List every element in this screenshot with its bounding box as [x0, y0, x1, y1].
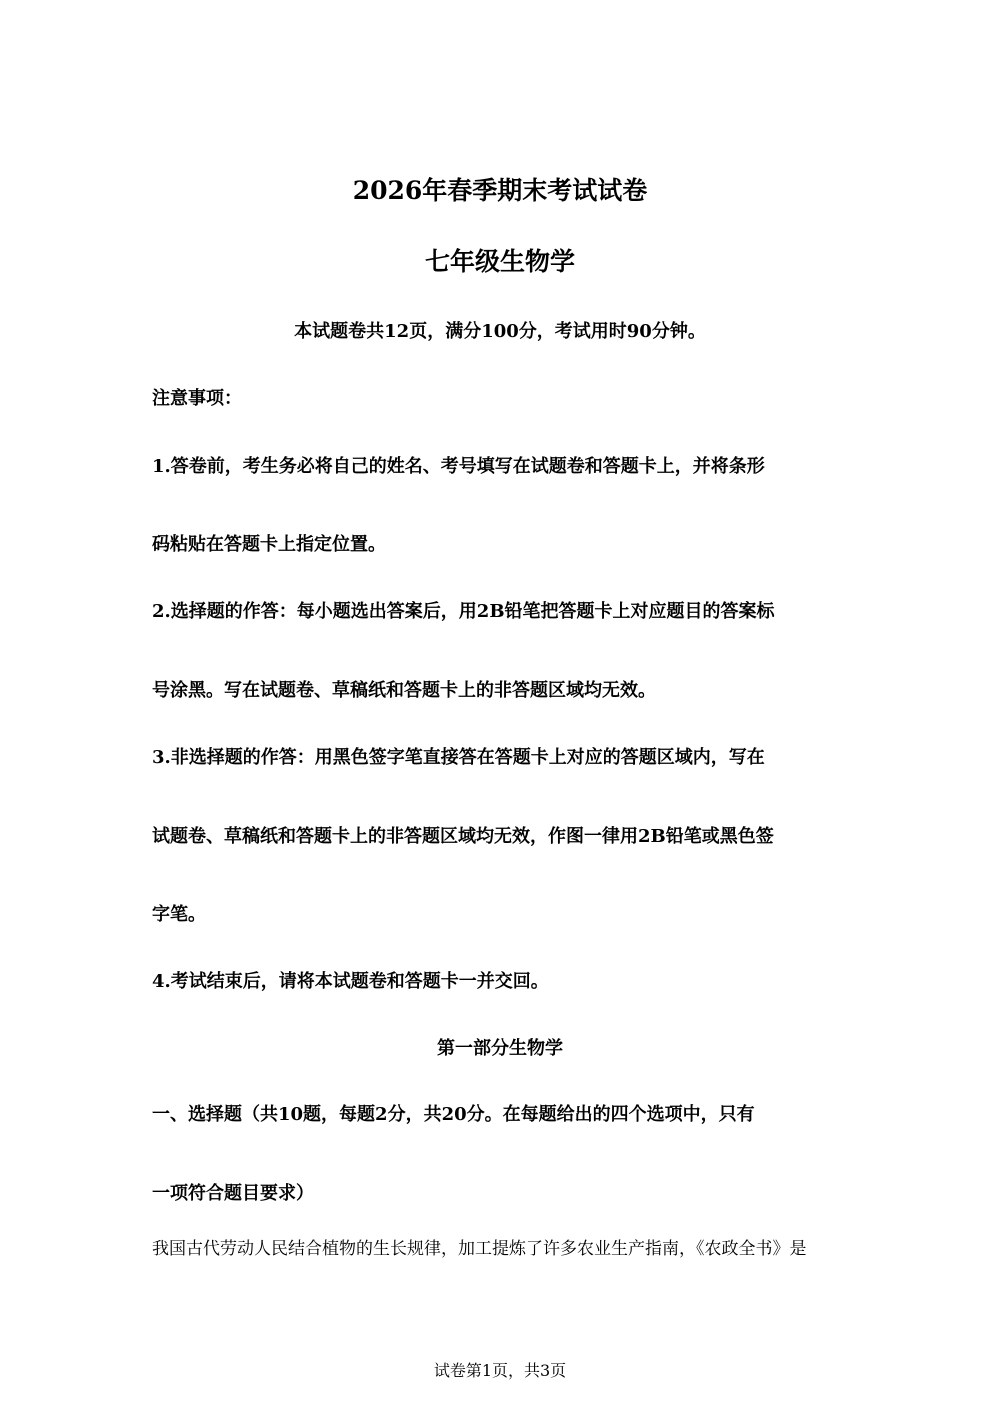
note-item-4: 4.考试结束后，请将本试题卷和答题卡一并交回。 — [152, 971, 549, 992]
part-heading: 第一部分生物学 — [437, 1038, 563, 1059]
section-heading-line-2: 一项符合题目要求） — [152, 1183, 314, 1204]
exam-intro: 本试题卷共12页，满分100分，考试用时90分钟。 — [294, 321, 706, 342]
note-item-3-line-3: 字笔。 — [152, 904, 206, 925]
note-item-3-line-2: 试题卷、草稿纸和答题卡上的非答题区域均无效，作图一律用2B铅笔或黑色签 — [152, 826, 774, 847]
note-item-1-line-2: 码粘贴在答题卡上指定位置。 — [152, 534, 386, 555]
section-heading-line-1: 一、选择题（共10题，每题2分，共20分。在每题给出的四个选项中，只有 — [152, 1104, 755, 1125]
page-footer: 试卷第1页，共3页 — [433, 1361, 567, 1380]
note-item-2-line-1: 2.选择题的作答：每小题选出答案后，用2B铅笔把答题卡上对应题目的答案标 — [152, 601, 775, 622]
question-text: 我国古代劳动人民结合植物的生长规律，加工提炼了许多农业生产指南，《农政全书》是 — [152, 1239, 807, 1259]
exam-subject: 七年级生物学 — [424, 247, 575, 276]
note-item-3-line-1: 3.非选择题的作答：用黑色签字笔直接答在答题卡上对应的答题区域内，写在 — [152, 747, 765, 768]
exam-title: 2026年春季期末考试试卷 — [352, 176, 648, 205]
note-item-1-line-1: 1.答卷前，考生务必将自己的姓名、考号填写在试题卷和答题卡上，并将条形 — [152, 456, 765, 477]
note-item-2-line-2: 号涂黑。写在试题卷、草稿纸和答题卡上的非答题区域均无效。 — [152, 680, 656, 701]
notes-heading: 注意事项： — [152, 388, 242, 409]
